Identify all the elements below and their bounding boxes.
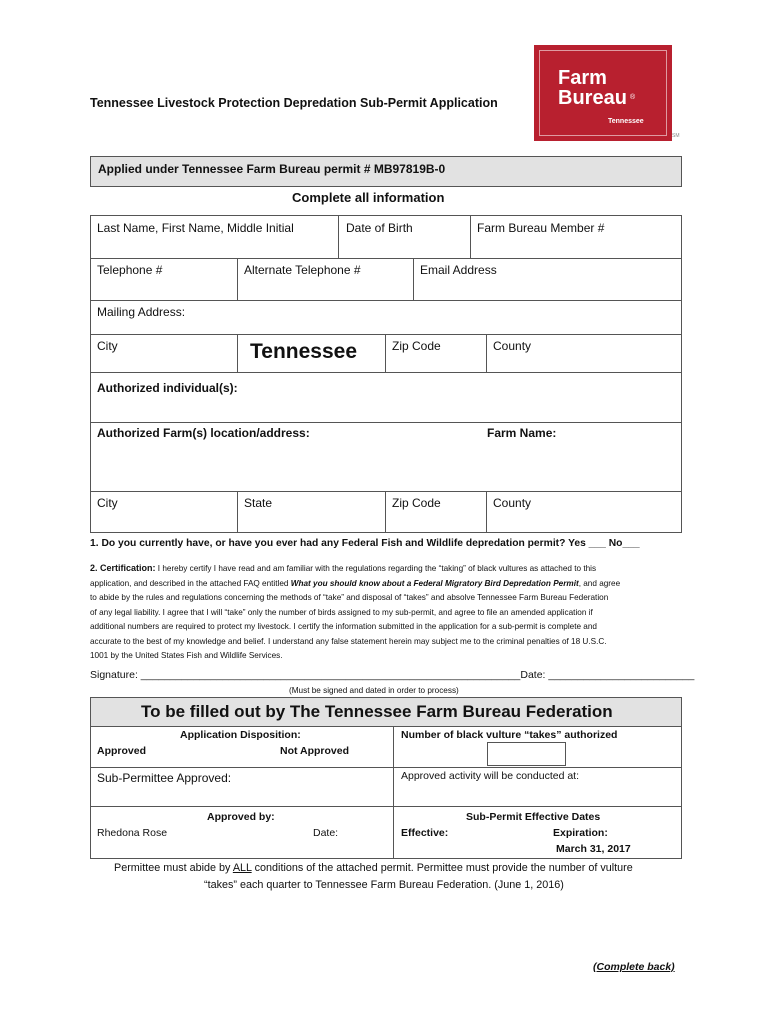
date-of-birth-field[interactable]: Date of Birth bbox=[346, 221, 413, 235]
signature-note: (Must be signed and dated in order to process) bbox=[289, 686, 459, 695]
permit-banner-text: Applied under Tennessee Farm Bureau permit # MB97819B-0 bbox=[98, 162, 446, 176]
farm-state-field[interactable]: State bbox=[244, 496, 273, 510]
permit-banner bbox=[90, 156, 682, 187]
col-divider bbox=[385, 491, 386, 533]
federal-permit-question: 1. Do you currently have, or have you ever had any Federal Fish and Wildlife depredation permit? Yes ___ No___ bbox=[90, 538, 640, 549]
email-field[interactable]: Email Address bbox=[420, 263, 497, 277]
row-divider bbox=[90, 334, 682, 335]
effective-date-field[interactable]: Effective: bbox=[401, 827, 449, 839]
member-number-field[interactable]: Farm Bureau Member # bbox=[477, 221, 605, 235]
farm-city-field[interactable]: City bbox=[97, 496, 118, 510]
col-divider bbox=[470, 215, 471, 258]
col-divider bbox=[486, 491, 487, 533]
col-divider bbox=[385, 334, 386, 372]
row-divider bbox=[90, 300, 682, 301]
row-divider bbox=[90, 491, 682, 492]
farm-name-field[interactable]: Farm Name: bbox=[487, 426, 557, 440]
certification-line: of any legal liability. I agree that I will “take” only the number of birds assigned to my sub-permit, and agree to file an amended application if bbox=[90, 607, 593, 617]
vulture-takes-input[interactable] bbox=[487, 742, 566, 766]
col-divider bbox=[486, 334, 487, 372]
telephone-field[interactable]: Telephone # bbox=[97, 263, 163, 277]
row-divider bbox=[90, 767, 682, 768]
row-divider bbox=[90, 372, 682, 373]
last-name-field[interactable]: Last Name, First Name, Middle Initial bbox=[97, 221, 294, 235]
farm-zip-field[interactable]: Zip Code bbox=[392, 496, 441, 510]
permittee-notice-line2: “takes” each quarter to Tennessee Farm Bureau Federation. (June 1, 2016) bbox=[204, 879, 564, 891]
farm-location-field[interactable]: Authorized Farm(s) location/address: bbox=[97, 426, 310, 440]
certification-line: I hereby certify I have read and am familiar with the regulations regarding the “taking” of black vultures as attached to this bbox=[157, 564, 597, 573]
farm-county-field[interactable]: County bbox=[493, 496, 532, 510]
col-divider bbox=[393, 726, 394, 859]
certification-line: to abide by the rules and regulations concerning the methods of “take” and disposal of “takes” and absolve Tennessee Farm Bureau Federation bbox=[90, 593, 609, 602]
notice-text: conditions of the attached permit. Permittee must provide the number of vulture bbox=[251, 862, 633, 874]
activity-location-field[interactable]: Approved activity will be conducted at: bbox=[401, 770, 580, 782]
certification-line: application, and described in the attached FAQ entitled bbox=[90, 578, 289, 588]
certification-text bbox=[90, 561, 686, 664]
col-divider bbox=[237, 491, 238, 533]
subpermittee-field[interactable]: Sub-Permittee Approved: bbox=[97, 771, 232, 785]
approved-by-label: Approved by: bbox=[207, 811, 275, 823]
city-field[interactable]: City bbox=[97, 339, 118, 353]
logo-registered-mark: ® bbox=[630, 94, 636, 101]
certification-heading: 2. Certification: bbox=[90, 563, 156, 573]
zip-code-field[interactable]: Zip Code bbox=[392, 339, 441, 353]
alt-telephone-field[interactable]: Alternate Telephone # bbox=[244, 263, 361, 277]
complete-back-link[interactable]: (Complete back) bbox=[593, 961, 675, 973]
not-approved-option[interactable]: Not Approved bbox=[280, 745, 350, 757]
certification-line: additional numbers are required to protect my livestock. I certify the information submitted in the application for a sub-permit is complete and bbox=[90, 622, 597, 631]
faq-title: What you should know about a Federal Migratory Bird Depredation Permit bbox=[290, 578, 579, 588]
applicant-info-table bbox=[90, 215, 682, 533]
disposition-label: Application Disposition: bbox=[180, 729, 301, 741]
col-divider bbox=[237, 334, 238, 372]
notice-text: Permittee must abide by bbox=[114, 862, 233, 874]
office-use-heading: To be filled out by The Tennessee Farm Bureau Federation bbox=[141, 702, 613, 721]
row-divider bbox=[90, 726, 682, 727]
logo-text-state: Tennessee bbox=[608, 118, 644, 125]
effective-dates-label: Sub-Permit Effective Dates bbox=[466, 811, 601, 823]
county-field[interactable]: County bbox=[493, 339, 532, 353]
logo-sm-mark: SM bbox=[672, 133, 680, 139]
certification-line: , and agree bbox=[578, 578, 621, 588]
authorized-individuals-field[interactable]: Authorized individual(s): bbox=[97, 381, 238, 395]
col-divider bbox=[338, 215, 339, 258]
permittee-notice-line1 bbox=[114, 862, 633, 874]
form-title: Tennessee Livestock Protection Depredation Sub-Permit Application bbox=[90, 96, 498, 110]
certification-line: 1001 by the United States Fish and Wildlife Services. bbox=[90, 651, 283, 660]
state-value: Tennessee bbox=[250, 340, 357, 363]
logo-text-bureau: Bureau bbox=[558, 87, 627, 109]
expiration-label: Expiration: bbox=[553, 827, 608, 839]
row-divider bbox=[90, 258, 682, 259]
signature-line[interactable]: Signature: _________________________________________________________________Date: _________________________ bbox=[90, 669, 695, 681]
approval-date-field[interactable]: Date: bbox=[313, 827, 339, 839]
farm-bureau-logo bbox=[534, 45, 672, 141]
logo-text-farm: Farm bbox=[558, 67, 607, 89]
expiration-date: March 31, 2017 bbox=[556, 843, 631, 855]
mailing-address-field[interactable]: Mailing Address: bbox=[97, 305, 186, 319]
certification-line: accurate to the best of my knowledge and belief. I understand any false statement herein may subject me to the criminal penalties of 18 U.S.C. bbox=[90, 636, 607, 646]
row-divider bbox=[90, 422, 682, 423]
approved-option[interactable]: Approved bbox=[97, 745, 147, 757]
notice-all-emphasis: ALL bbox=[232, 862, 252, 874]
complete-all-info: Complete all information bbox=[292, 190, 445, 205]
col-divider bbox=[413, 258, 414, 300]
vulture-takes-label: Number of black vulture “takes” authorized bbox=[401, 729, 618, 741]
row-divider bbox=[90, 806, 682, 807]
approver-name: Rhedona Rose bbox=[97, 827, 168, 839]
col-divider bbox=[237, 258, 238, 300]
